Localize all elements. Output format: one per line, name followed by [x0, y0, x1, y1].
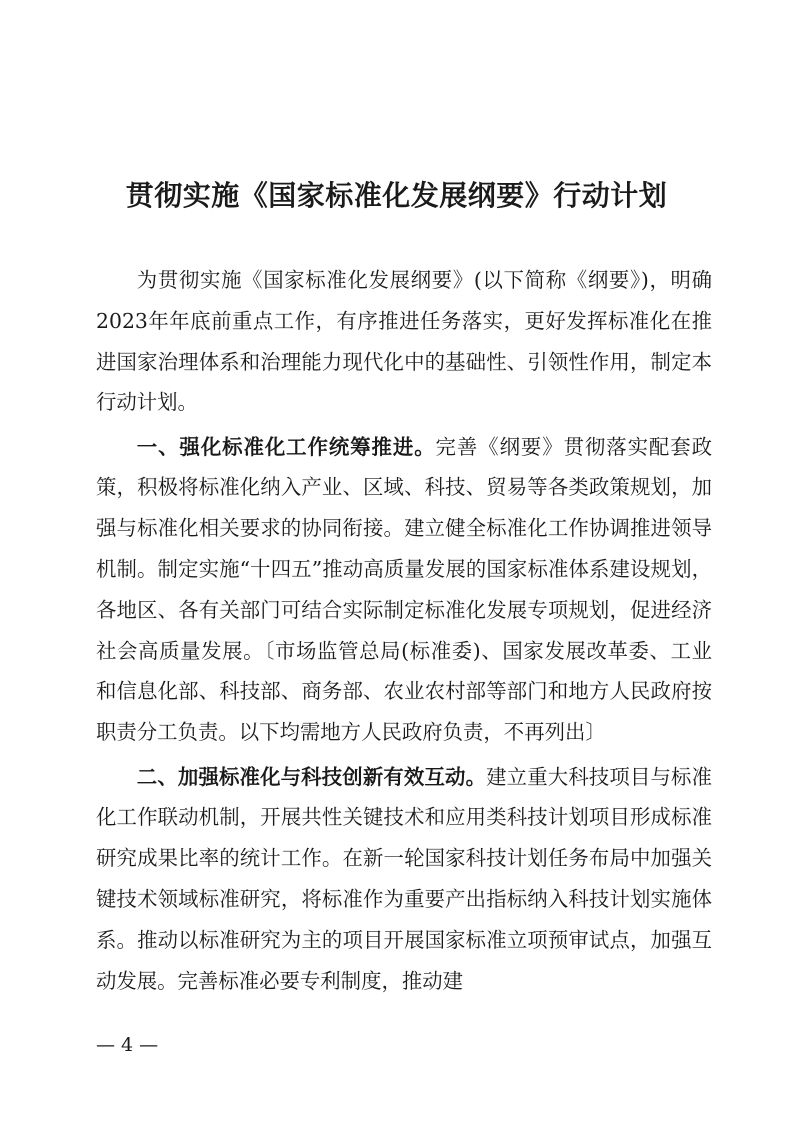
- page-number: — 4 —: [96, 1034, 159, 1056]
- document-title: 贯彻实施《国家标准化发展纲要》行动计划: [125, 179, 668, 212]
- section-body-2: 建立重大科技项目与标准化工作联动机制，开展共性关键技术和应用类科技计划项目形成标准研究成果比率的统计工作。在新一轮国家科技计划任务布局中加强关键技术领域标准研究，将标准作为重要产出指标纳入科技计划实施体系。推动以标准研究为主的项目开展国家标准立项预审试点，加强互动发展。完善标准必要专利制度，推动建: [96, 764, 713, 993]
- section-heading-2: 二、加强标准化与科技创新有效互动。: [136, 764, 487, 789]
- section-paragraph-1: [96, 427, 712, 753]
- document-body: [96, 260, 712, 1005]
- section-heading-1: 一、强化标准化工作统筹推进。: [136, 434, 436, 459]
- intro-paragraph: 为贯彻实施《国家标准化发展纲要》(以下简称《纲要》)，明确2023年年底前重点工作，有序推进任务落实，更好发挥标准化在推进国家治理体系和治理能力现代化中的基础性、引领性作用，制定本行动计划。: [96, 268, 712, 415]
- section-paragraph-2: [96, 757, 712, 1002]
- section-body-1: 完善《纲要》贯彻落实配套政策，积极将标准化纳入产业、区域、科技、贸易等各类政策规划，加强与标准化相关要求的协同衔接。建立健全标准化工作协调推进领导机制。制定实施“十四五”推动高质量发展的国家标准体系建设规划，各地区、各有关部门可结合实际制定标准化发展专项规划，促进经济社会高质量发展。〔市场监管总局(标准委)、国家发展改革委、工业和信息化部、科技部、商务部、农业农村部等部门和地方人民政府按职责分工负责。以下均需地方人民政府负责，不再列出〕: [96, 434, 713, 745]
